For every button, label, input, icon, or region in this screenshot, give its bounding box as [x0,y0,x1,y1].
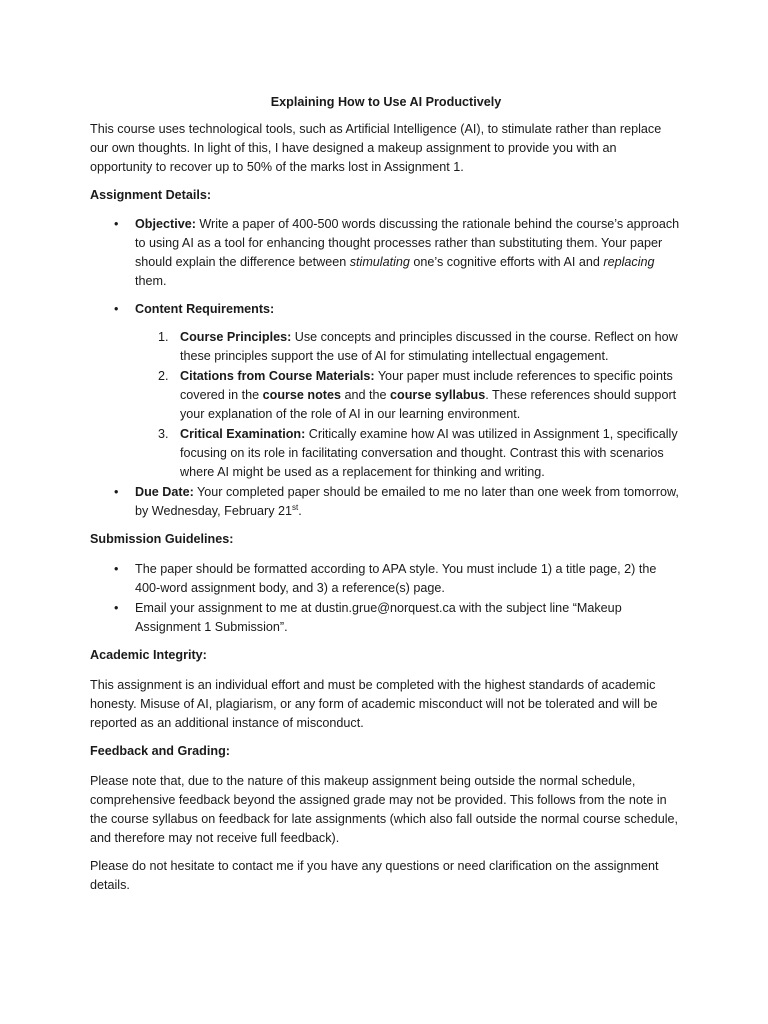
requirement-text-3: . These references should support your explanation of the role of AI in our learning environment. [180,388,677,421]
closing-paragraph: Please do not hesitate to contact me if you have any questions or need clarification on the assignment details. [90,859,659,892]
submission-text: The paper should be formatted according to APA style. You must include 1) a title page, 2) the 400-word assignment body, and 3) a reference(s) page. [135,562,657,595]
intro-paragraph: This course uses technological tools, such as Artificial Intelligence (AI), to stimulate rather than replace our own thoughts. In light of this, I have designed a makeup assignment to provide you with an opportunity to recover up to 50% of the marks lost in Assignment 1. [90,122,662,174]
requirement-bold-course-notes: course notes [262,388,342,402]
content-requirements-item [90,300,682,482]
bullet-glyph: • [114,302,119,316]
requirement-item-1 [135,328,682,366]
requirement-text: Critically examine how AI was utilized in Assignment 1, specifically focusing on its role in facilitating conversation and thought. Contrast this with scenarios where AI might be used as a replacement for thinking and writing. [180,427,678,479]
objective-item [90,215,682,291]
objective-text-1: Write a paper of 400-500 words discussing the rationale behind the course’s approach to using AI as a tool for enhancing thought processes rather than substituting them. Your paper should explain the difference between [135,217,680,269]
due-date-item [90,483,682,521]
bullet-glyph: • [114,562,119,576]
assignment-details-list [90,215,682,521]
objective-em-stimulating: stimulating [349,255,410,269]
submission-guidelines-heading: Submission Guidelines: [90,532,234,546]
submission-guidelines-list [90,560,682,637]
feedback-grading-heading: Feedback and Grading: [90,744,230,758]
document-page [90,93,682,904]
due-date-text: Your completed paper should be emailed to me no later than one week from tomorrow, by Wednesday, February 21 [135,485,679,518]
objective-text-2: one’s cognitive efforts with AI and [409,255,604,269]
submission-item-1 [90,560,682,598]
requirement-text: Use concepts and principles discussed in the course. Reflect on how these principles support the use of AI for stimulating intellectual engagement. [180,330,678,363]
bullet-glyph: • [114,601,119,615]
submission-text: Email your assignment to me at dustin.grue@norquest.ca with the subject line “Makeup Assignment 1 Submission”. [135,601,622,634]
due-date-label: Due Date: [135,485,194,499]
feedback-grading-paragraph: Please note that, due to the nature of this makeup assignment being outside the normal schedule, comprehensive feedback beyond the assigned grade may not be provided. This follows from the note in the course syllabus on feedback for late assignments (which also fall outside the normal course schedule, and therefore may not receive full feedback). [90,774,679,845]
assignment-details-heading: Assignment Details: [90,188,212,202]
objective-em-replacing: replacing [603,255,655,269]
academic-integrity-heading: Academic Integrity: [90,648,207,662]
content-requirements-list [135,328,682,482]
requirement-number: 1. [158,330,169,344]
requirement-text-2: and the [341,388,391,402]
bullet-glyph: • [114,485,119,499]
requirement-text-1: Your paper must include references to specific points covered in the [180,369,673,402]
requirement-label: Citations from Course Materials: [180,369,375,383]
requirement-bold-course-syllabus: course syllabus [390,388,486,402]
requirement-item-2 [135,367,682,424]
requirement-item-3 [135,425,682,482]
document-title: Explaining How to Use AI Productively [270,95,502,109]
requirement-number: 3. [158,427,169,441]
objective-text-3: them. [135,274,167,288]
due-date-end: . [298,504,302,518]
requirement-number: 2. [158,369,169,383]
requirement-label: Critical Examination: [180,427,306,441]
submission-item-2 [90,599,682,637]
requirement-label: Course Principles: [180,330,292,344]
content-requirements-label: Content Requirements: [135,302,275,316]
academic-integrity-paragraph: This assignment is an individual effort and must be completed with the highest standards of academic honesty. Misuse of AI, plagiarism, or any form of academic misconduct will not be tolerated and will be reported as an additional instance of misconduct. [90,678,658,730]
objective-label: Objective: [135,217,196,231]
bullet-glyph: • [114,217,119,231]
due-date-ordinal: st [292,502,299,512]
